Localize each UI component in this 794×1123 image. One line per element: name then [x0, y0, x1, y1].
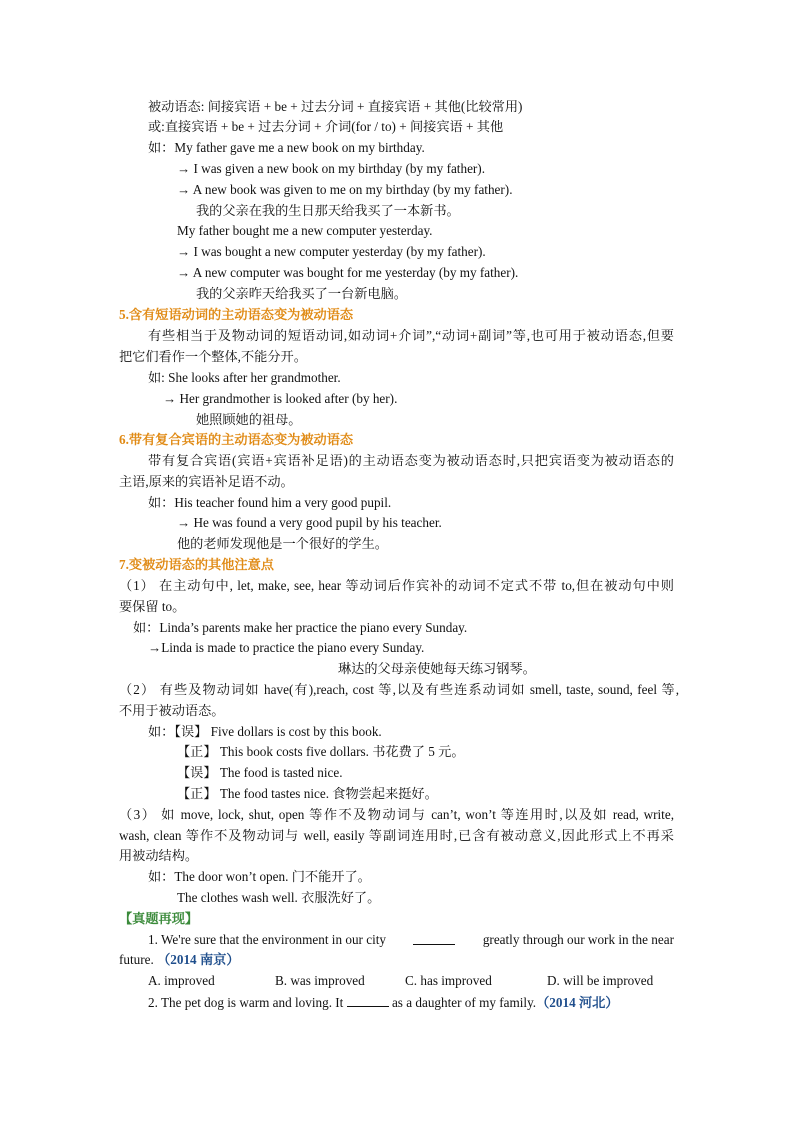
example-transform: → Her grandmother is looked after (by her).	[163, 391, 398, 406]
example-correct: 【正】 The food tastes nice. 食物尝起来挺好。	[177, 786, 438, 801]
question-1-continued	[119, 950, 240, 970]
example-sentence: 如：His teacher found him a very good pupil.	[148, 495, 392, 510]
note-1-text: 要保留 to。	[119, 599, 186, 614]
option-a[interactable]: A. improved	[148, 973, 215, 988]
example-translation: 他的老师发现他是一个很好的学生。	[177, 536, 388, 551]
note-3-text: （3） 如 move, lock, shut, open 等作不及物动词与 can’t, won’t 等连用时,以及如 read, write,	[119, 807, 674, 822]
example-sentence: 如：The door won’t open. 门不能开了。	[148, 869, 371, 884]
example-sentence: 如：Linda’s parents make her practice the piano every Sunday.	[133, 620, 468, 635]
alternative-structure-line: 或:直接宾语 + be + 过去分词 + 介词(for / to) + 间接宾语 + 其他	[148, 119, 504, 134]
note-3-text: 用被动结构。	[119, 848, 199, 863]
example-sentence: The clothes wash well. 衣服洗好了。	[177, 890, 381, 905]
question-1-source: （2014 南京）	[157, 952, 240, 967]
question-2	[148, 992, 619, 1013]
section-5-paragraph: 把它们看作一个整体,不能分开。	[119, 349, 307, 364]
example-intro	[148, 138, 425, 158]
example-transform: → A new computer was bought for me yesterday (by my father).	[177, 265, 519, 280]
note-2-text: （2） 有些及物动词如 have(有),reach, cost 等,以及有些连系动词如 smell, taste, sound, feel 等,	[119, 682, 679, 697]
answer-blank[interactable]	[413, 930, 455, 945]
example-translation: 她照顾她的祖母。	[196, 412, 302, 427]
example-transform: → A new book was given to me on my birthday (by my father).	[177, 182, 513, 197]
section-5-heading: 5.含有短语动词的主动语态变为被动语态	[119, 307, 354, 322]
example-transform: → I was given a new book on my birthday (by my father).	[177, 161, 486, 176]
question-1	[148, 930, 674, 950]
option-c[interactable]: C. has improved	[405, 973, 492, 988]
question-2-stem: as a daughter of my family.	[391, 995, 537, 1010]
option-d[interactable]: D. will be improved	[547, 973, 654, 988]
note-3-text: wash, clean 等作不及物动词与 well, easily 等副词连用时,已含有被动意义,因此形式上不再采	[119, 828, 674, 843]
example-wrong: 如：【误】 Five dollars is cost by this book.	[148, 724, 382, 739]
question-2-stem: 2. The pet dog is warm and loving. It	[148, 995, 344, 1010]
note-2-text: 不用于被动语态。	[119, 703, 225, 718]
section-6-paragraph: 主语,原来的宾语补足语不动。	[119, 474, 294, 489]
practice-heading: 【真题再现】	[119, 911, 199, 926]
section-7-heading: 7.变被动语态的其他注意点	[119, 557, 274, 572]
passive-structure-line: 被动语态: 间接宾语 + be + 过去分词 + 直接宾语 + 其他(比较常用)	[148, 99, 523, 114]
question-1-stem: future.	[119, 952, 154, 967]
example-label: 如：	[148, 140, 175, 155]
question-2-source: （2014 河北）	[536, 995, 619, 1010]
option-b[interactable]: B. was improved	[275, 973, 365, 988]
example-translation: 我的父亲在我的生日那天给我买了一本新书。	[196, 203, 460, 218]
example-transform: → He was found a very good pupil by his teacher.	[177, 515, 442, 530]
section-6-paragraph: 带有复合宾语(宾语+宾语补足语)的主动语态变为被动语态时,只把宾语变为被动语态的	[148, 453, 674, 468]
note-1-text: （1） 在主动句中, let, make, see, hear 等动词后作宾补的动词不定式不带 to,但在被动句中则	[119, 578, 674, 593]
answer-blank[interactable]	[347, 992, 389, 1007]
example-sentence: My father bought me a new computer yesterday.	[177, 223, 433, 238]
example-correct: 【正】 This book costs five dollars. 书花费了 5 元。	[177, 744, 465, 759]
section-5-paragraph: 有些相当于及物动词的短语动词,如动词+介词”,“动词+副词”等,也可用于被动语态,但要	[148, 328, 674, 343]
example-translation: 我的父亲昨天给我买了一台新电脑。	[196, 286, 407, 301]
example-transform: →Linda is made to practice the piano every Sunday.	[148, 640, 425, 655]
example-sentence: 如: She looks after her grandmother.	[148, 370, 341, 385]
example-wrong: 【误】 The food is tasted nice.	[177, 765, 343, 780]
example-sentence: My father gave me a new book on my birthday.	[174, 140, 425, 155]
example-translation: 琳达的父母亲使她每天练习钢琴。	[338, 661, 536, 676]
question-1-stem: 1. We're sure that the environment in our city	[148, 932, 387, 947]
question-1-stem: greatly through our work in the near	[482, 932, 674, 947]
example-transform: → I was bought a new computer yesterday (by my father).	[177, 244, 486, 259]
section-6-heading: 6.带有复合宾语的主动语态变为被动语态	[119, 432, 354, 447]
